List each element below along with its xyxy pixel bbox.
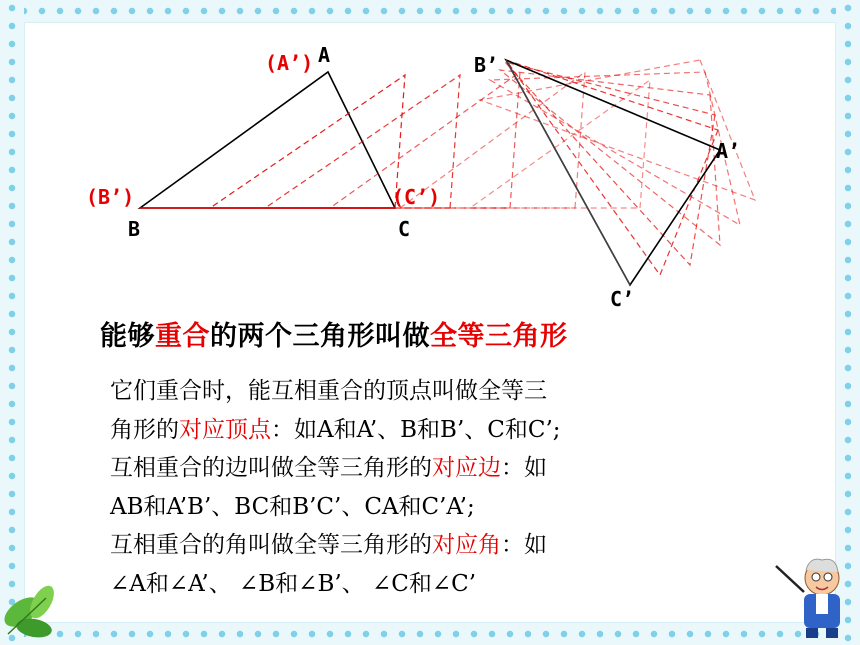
body-line-4: AB和A’B’、BC和B’C’、CA和C’A’; xyxy=(110,493,475,520)
heading-part4: 全等三角形 xyxy=(430,321,568,352)
body-line-3c: ：如 xyxy=(501,455,547,481)
rotated-triangle-trail xyxy=(480,60,755,275)
trail-triangle xyxy=(490,72,740,225)
term-corresponding-sides: 对应边 xyxy=(432,455,501,481)
definition-heading xyxy=(100,314,568,353)
leaf-decoration-icon xyxy=(0,572,70,645)
label-a-prime: A’ xyxy=(716,139,741,163)
triangle-abc xyxy=(140,72,395,208)
heading-part1: 能够 xyxy=(100,321,155,352)
triangle-a-prime-b-prime-c-prime xyxy=(506,60,720,285)
body-line-5 xyxy=(110,526,760,565)
label-c: C xyxy=(398,217,411,241)
side-b-prime-c-prime xyxy=(506,60,630,285)
label-a: A xyxy=(318,43,331,67)
body-line-5c: ：如 xyxy=(501,532,547,558)
label-c-prime: C’ xyxy=(610,287,635,311)
professor-cartoon-icon xyxy=(770,552,858,642)
slide-border-bottom xyxy=(0,623,860,645)
label-b-prime-paren: (B’) xyxy=(86,185,135,209)
body-line-2c: ：如A和A’、B和B’、C和C’; xyxy=(271,416,561,443)
body-line-3 xyxy=(110,449,760,488)
trail-triangle xyxy=(506,60,718,275)
explanation-text xyxy=(110,372,760,603)
label-b-prime: B’ xyxy=(474,53,499,77)
body-line-1: 它们重合时，能互相重合的顶点叫做全等三 xyxy=(110,378,547,404)
term-corresponding-vertices: 对应顶点 xyxy=(179,416,271,443)
body-line-3a: 互相重合的边叫做全等三角形的 xyxy=(110,455,432,481)
body-line-6: ∠A和∠A’、 ∠B和∠B’、 ∠C和∠C’ xyxy=(110,570,477,597)
label-b: B xyxy=(128,217,141,241)
trail-triangle xyxy=(505,62,715,265)
heading-part2: 重合 xyxy=(155,321,210,352)
trail-triangle xyxy=(210,75,405,208)
term-corresponding-angles: 对应角 xyxy=(432,532,501,558)
triangle-diagram xyxy=(0,0,860,320)
body-line-2 xyxy=(110,411,760,450)
label-c-prime-paren: (C’) xyxy=(392,185,441,209)
body-line-2a: 角形的 xyxy=(110,416,179,443)
heading-part3: 的两个三角形叫做 xyxy=(210,321,430,352)
label-a-prime-paren: (A’) xyxy=(265,51,314,75)
trail-triangle xyxy=(500,70,720,245)
body-line-5a: 互相重合的角叫做全等三角形的 xyxy=(110,532,432,558)
